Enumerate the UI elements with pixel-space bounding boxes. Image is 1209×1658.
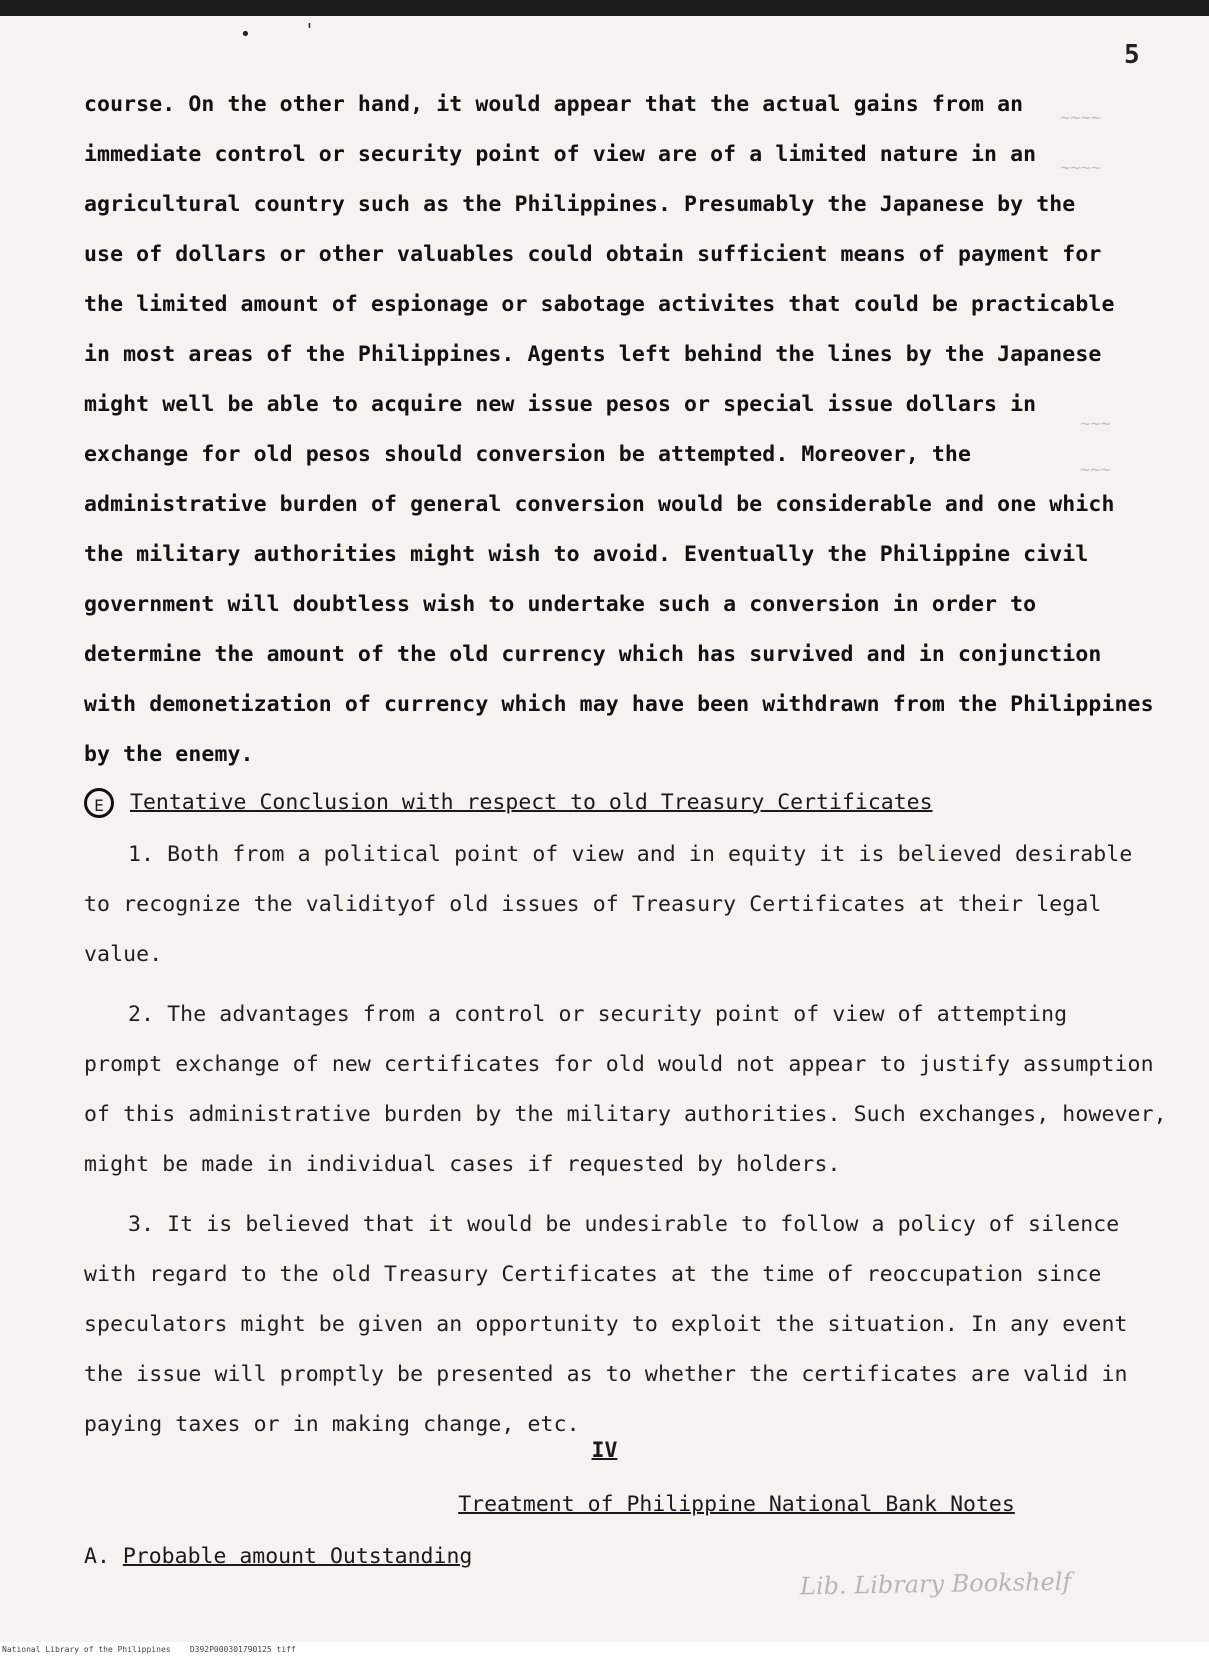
paragraph-line: with demonetization of currency which may have been withdrawn from the Philippines: [84, 692, 1154, 717]
point-3-line: speculators might be given an opportunity to exploit the situation. In any event: [84, 1312, 1128, 1337]
scan-footer: [2, 1645, 296, 1654]
paragraph-line: in most areas of the Philippines. Agents left behind the lines by the Japanese: [84, 342, 1102, 367]
paragraph-line: might well be able to acquire new issue pesos or special issue dollars in: [84, 392, 1037, 417]
section-iv-title-text: Treatment of Philippine National Bank Notes: [458, 1492, 1015, 1517]
section-e-circle-marker: E: [84, 788, 114, 818]
paragraph-line: use of dollars or other valuables could obtain sufficient means of payment for: [84, 242, 1102, 267]
page-number: 5: [1124, 40, 1140, 70]
paragraph-line: the limited amount of espionage or sabotage activites that could be practicable: [84, 292, 1115, 317]
paragraph-line: determine the amount of the old currency which has survived and in conjunction: [84, 642, 1102, 667]
scan-top-edge: [0, 0, 1209, 16]
point-3-line: with regard to the old Treasury Certificates at the time of reoccupation since: [84, 1262, 1102, 1287]
bleed-through-texture: ~~~: [1080, 414, 1111, 434]
handwritten-note: Lib. Library Bookshelf: [799, 1567, 1072, 1601]
point-2-line: might be made in individual cases if requested by holders.: [84, 1152, 841, 1177]
section-e-heading: [84, 788, 933, 818]
paragraph-line: by the enemy.: [84, 742, 254, 767]
paragraph-line: course. On the other hand, it would appear that the actual gains from an: [84, 92, 1024, 117]
point-3-line: 3. It is believed that it would be undesirable to follow a policy of silence: [128, 1212, 1120, 1237]
paragraph-line: administrative burden of general conversion would be considerable and one which: [84, 492, 1115, 517]
point-2-line: 2. The advantages from a control or security point of view of attempting: [128, 1002, 1068, 1027]
subsection-a-prefix: A.: [84, 1544, 110, 1569]
section-iv-numeral: IV: [591, 1438, 618, 1463]
point-1-line: to recognize the validityof old issues of Treasury Certificates at their legal: [84, 892, 1102, 917]
point-1-line: value.: [84, 942, 163, 967]
point-3-line: paying taxes or in making change, etc.: [84, 1412, 580, 1437]
section-e-title: Tentative Conclusion with respect to old Treasury Certificates: [130, 790, 933, 815]
paragraph-line: exchange for old pesos should conversion be attempted. Moreover, the: [84, 442, 971, 467]
footer-file-id: D392P000301790125 tiff: [189, 1645, 296, 1654]
bleed-through-texture: ~~~~: [1060, 158, 1101, 178]
paragraph-line: the military authorities might wish to avoid. Eventually the Philippine civil: [84, 542, 1089, 567]
paragraph-line: immediate control or security point of view are of a limited nature in an: [84, 142, 1037, 167]
bleed-through-texture: ~~~: [1080, 460, 1111, 480]
paragraph-line: agricultural country such as the Philippines. Presumably the Japanese by the: [84, 192, 1076, 217]
point-2-line: prompt exchange of new certificates for old would not appear to justify assumption: [84, 1052, 1154, 1077]
section-iv-title: [132, 1492, 1209, 1517]
scan-tick-mark: ': [304, 20, 315, 41]
scan-dot-mark: •: [240, 24, 251, 45]
point-3-line: the issue will promptly be presented as to whether the certificates are valid in: [84, 1362, 1128, 1387]
footer-source: National Library of the Philippines: [2, 1645, 171, 1654]
bleed-through-texture: ~~~~: [1060, 108, 1101, 128]
subsection-a-heading: [84, 1544, 472, 1569]
paragraph-line: government will doubtless wish to undertake such a conversion in order to: [84, 592, 1037, 617]
subsection-a-title: Probable amount Outstanding: [122, 1544, 473, 1569]
point-1-line: 1. Both from a political point of view and in equity it is believed desirable: [128, 842, 1133, 867]
point-2-line: of this administrative burden by the military authorities. Such exchanges, however,: [84, 1102, 1167, 1127]
